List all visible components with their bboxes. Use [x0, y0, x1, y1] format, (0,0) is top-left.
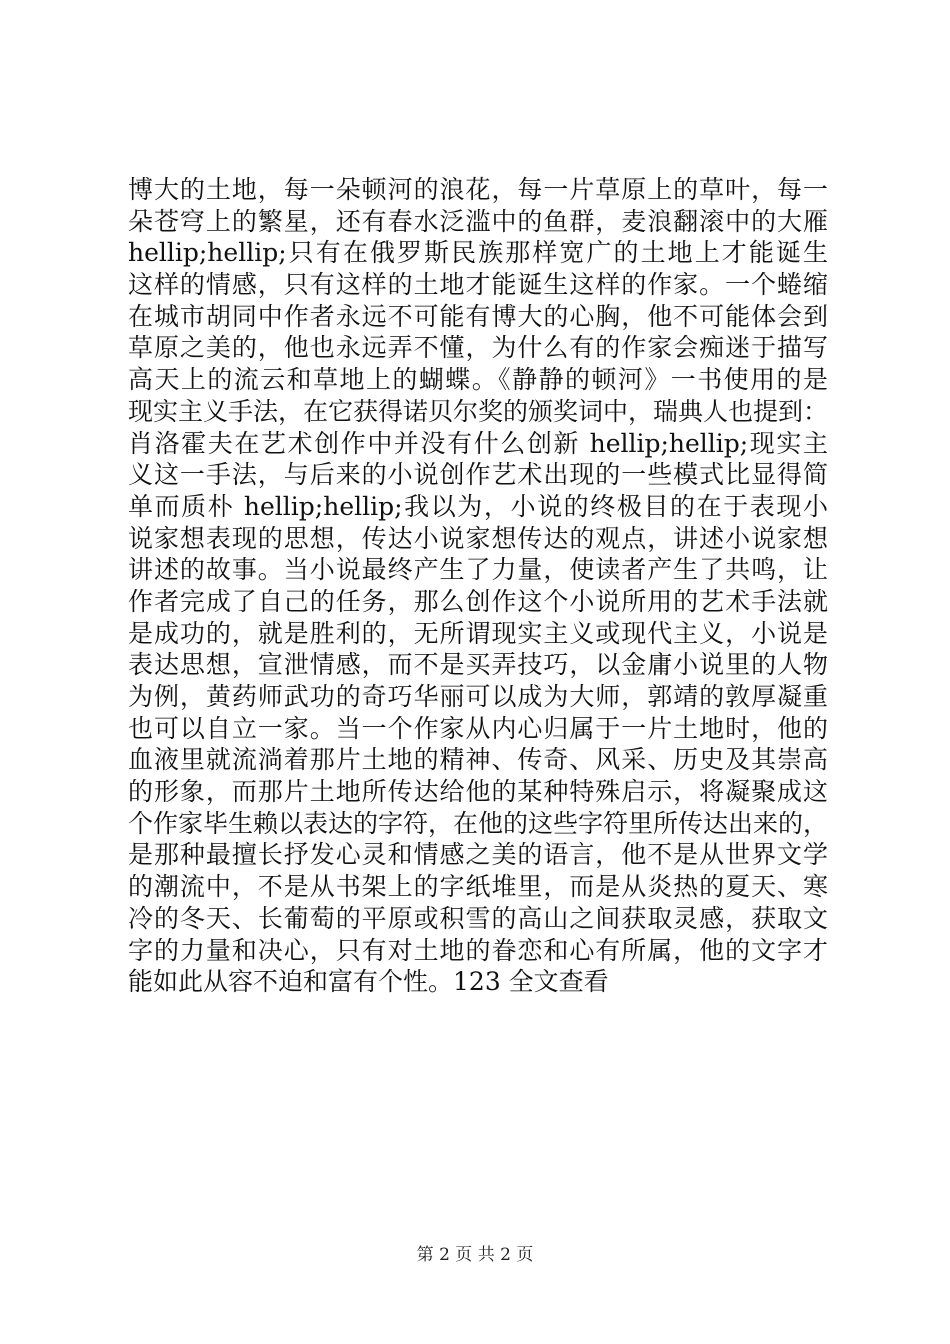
body-text: [128, 174, 828, 998]
text-line: 这样的情感，只有这样的土地才能诞生这样的作家。一个蜷缩: [128, 270, 828, 300]
text-line: 高天上的流云和草地上的蝴蝶。《静静的顿河》一书使用的是: [128, 365, 828, 395]
text-line: 为例，黄药师武功的奇巧华丽可以成为大师，郭靖的敦厚凝重: [128, 682, 828, 711]
text-line: 草原之美的，他也永远弄不懂，为什么有的作家会痴迷于描写: [128, 333, 828, 363]
text-line: 作者完成了自己的任务，那么创作这个小说所用的艺术手法就: [128, 586, 828, 616]
text-line: 肖洛霍夫在艺术创作中并没有什么创新 hellip;hellip;现实主: [128, 428, 828, 458]
text-line: hellip;hellip;只有在俄罗斯民族那样宽广的土地上才能诞生: [128, 238, 828, 268]
text-line: 是那种最擅长抒发心灵和情感之美的语言，他不是从世界文学: [128, 840, 828, 870]
text-line: 的形象，而那片土地所传达给他的某种特殊启示，将凝聚成这: [128, 777, 828, 807]
text-line: 讲述的故事。当小说最终产生了力量，使读者产生了共鸣，让: [128, 555, 828, 585]
text-line: 现实主义手法，在它获得诺贝尔奖的颁奖词中，瑞典人也提到：: [128, 396, 829, 426]
text-line: 个作家毕生赖以表达的字符，在他的这些字符里所传达出来的，: [128, 808, 829, 838]
text-line: 义这一手法，与后来的小说创作艺术出现的一些模式比显得简: [128, 460, 828, 490]
text-line: 朵苍穹上的繁星，还有春水泛滥中的鱼群，麦浪翻滚中的大雁: [128, 206, 828, 236]
page-footer: [0, 1245, 950, 1265]
text-line: 是成功的，就是胜利的，无所谓现实主义或现代主义，小说是: [128, 618, 828, 648]
text-line: 博大的土地，每一朵顿河的浪花，每一片草原上的草叶，每一: [128, 175, 828, 204]
text-line: 字的力量和决心，只有对土地的眷恋和心有所属，他的文字才: [128, 935, 828, 965]
text-line: 也可以自立一家。当一个作家从内心归属于一片土地时，他的: [128, 713, 828, 743]
text-line: 说家想表现的思想，传达小说家想传达的观点，讲述小说家想: [128, 523, 828, 553]
page-number-label: 第 2 页 共 2 页: [416, 1245, 534, 1265]
text-line-last: 能如此从容不迫和富有个性。123 全文查看: [128, 967, 609, 997]
text-line: 冷的冬天、长葡萄的平原或积雪的高山之间获取灵感，获取文: [128, 903, 828, 933]
text-line: 在城市胡同中作者永远不可能有博大的心胸，他不可能体会到: [128, 301, 828, 331]
text-line: 的潮流中，不是从书架上的字纸堆里，而是从炎热的夏天、寒: [128, 872, 828, 902]
text-line: 表达思想，宣泄情感，而不是买弄技巧，以金庸小说里的人物: [128, 650, 828, 680]
text-line: 血液里就流淌着那片土地的精神、传奇、风采、历史及其崇高: [128, 745, 828, 775]
text-line: 单而质朴 hellip;hellip;我以为，小说的终极目的在于表现小: [128, 491, 828, 521]
